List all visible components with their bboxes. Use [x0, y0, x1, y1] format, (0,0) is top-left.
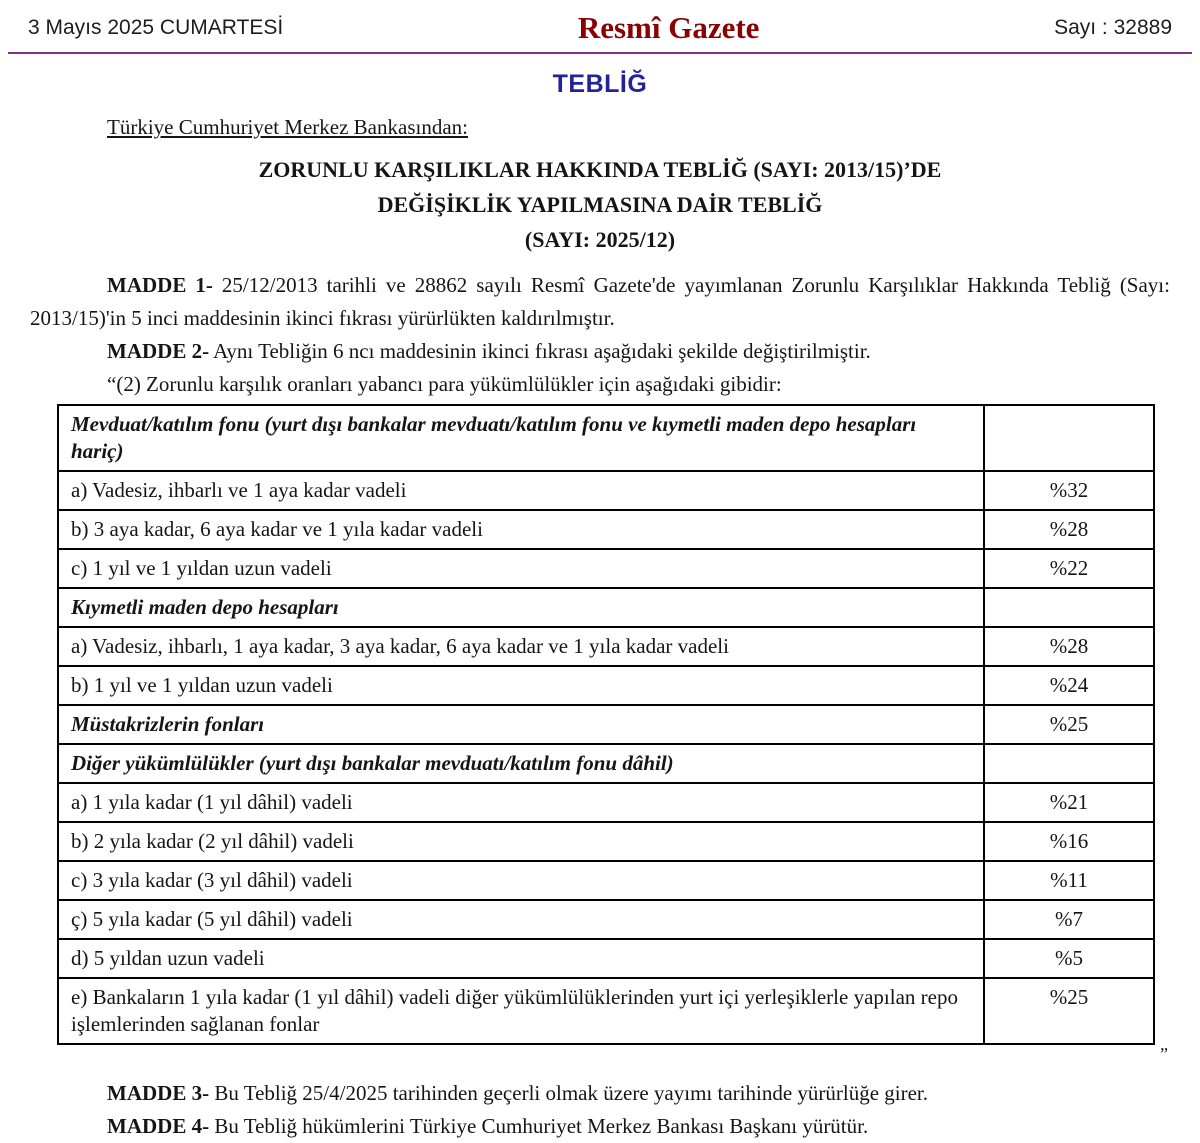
table-row-value — [984, 588, 1154, 627]
table-row-label: e) Bankaların 1 yıla kadar (1 yıl dâhil) vadeli diğer yükümlülüklerinden yurt içi yerleşiklerle yapılan repo işlemlerinden sağlanan fonlar — [58, 978, 984, 1044]
article-madde1-label: MADDE 1- — [107, 273, 213, 297]
table-row-label: Kıymetli maden depo hesapları — [58, 588, 984, 627]
table-row-label: c) 3 yıla kadar (3 yıl dâhil) vadeli — [58, 861, 984, 900]
table-row-value: %28 — [984, 510, 1154, 549]
document-title — [40, 152, 1160, 257]
article-madde3-label: MADDE 3- — [107, 1081, 210, 1105]
articles-section — [0, 269, 1200, 401]
table-row-value: %25 — [984, 978, 1154, 1044]
table-row — [58, 510, 1154, 549]
table-row-value: %5 — [984, 939, 1154, 978]
table-row — [58, 471, 1154, 510]
table-row-label: a) Vadesiz, ihbarlı, 1 aya kadar, 3 aya kadar, 6 aya kadar ve 1 yıla kadar vadeli — [58, 627, 984, 666]
section-heading: TEBLİĞ — [552, 70, 648, 98]
table-row-label: c) 1 yıl ve 1 yıldan uzun vadeli — [58, 549, 984, 588]
table-row — [58, 666, 1154, 705]
article-madde2-text: Aynı Tebliğin 6 ncı maddesinin ikinci fıkrası aşağıdaki şekilde değiştirilmiştir. — [209, 339, 871, 363]
table-row — [58, 588, 1154, 627]
table-row — [58, 822, 1154, 861]
table-row — [58, 705, 1154, 744]
table-row — [58, 627, 1154, 666]
quoted-paragraph-intro: “(2) Zorunlu karşılık oranları yabancı para yükümlülükler için aşağıdaki gibidir: — [107, 372, 782, 396]
table-row-value: %11 — [984, 861, 1154, 900]
table-row — [58, 861, 1154, 900]
table-row — [58, 405, 1154, 471]
table-row-value: %22 — [984, 549, 1154, 588]
table-row-label: ç) 5 yıla kadar (5 yıl dâhil) vadeli — [58, 900, 984, 939]
table-row — [58, 939, 1154, 978]
table-row-label: Diğer yükümlülükler (yurt dışı bankalar mevduatı/katılım fonu dâhil) — [58, 744, 984, 783]
table-row-label: Müstakrizlerin fonları — [58, 705, 984, 744]
article-madde2 — [30, 335, 1170, 368]
table-row — [58, 900, 1154, 939]
gazette-title: Resmî Gazete — [577, 10, 760, 45]
table-row-label: b) 1 yıl ve 1 yıldan uzun vadeli — [58, 666, 984, 705]
table-row-label: b) 2 yıla kadar (2 yıl dâhil) vadeli — [58, 822, 984, 861]
table-row-value: %21 — [984, 783, 1154, 822]
table-row-label: a) Vadesiz, ihbarlı ve 1 aya kadar vadeli — [58, 471, 984, 510]
table-row-label: d) 5 yıldan uzun vadeli — [58, 939, 984, 978]
table-row-value: %16 — [984, 822, 1154, 861]
table-row — [58, 783, 1154, 822]
article-madde3-text: Bu Tebliğ 25/4/2025 tarihinden geçerli olmak üzere yayımı tarihinde yürürlüğe girer. — [209, 1081, 929, 1105]
article-madde2-label: MADDE 2- — [107, 339, 210, 363]
table-row-value: %28 — [984, 627, 1154, 666]
table-row-value: %7 — [984, 900, 1154, 939]
document-title-line1: ZORUNLU KARŞILIKLAR HAKKINDA TEBLİĞ (SAYI: 2013/15)’DE — [258, 157, 942, 182]
closing-articles-section — [0, 1077, 1200, 1143]
article-madde1-text: 25/12/2013 tarihli ve 28862 sayılı Resmî Gazete'de yayımlanan Zorunlu Karşılıklar Hakkında Tebliğ (Sayı: 2013/15)'in 5 inci maddesinin ikinci fıkrası yürürlükten kaldırılmıştır. — [30, 273, 1170, 330]
table-row-label: Mevduat/katılım fonu (yurt dışı bankalar mevduatı/katılım fonu ve kıymetli maden depo hesapları hariç) — [58, 405, 984, 471]
table-row-label: a) 1 yıla kadar (1 yıl dâhil) vadeli — [58, 783, 984, 822]
masthead-issue-number: Sayı : 32889 — [1054, 16, 1172, 39]
issuing-authority-line — [30, 111, 1170, 144]
issuing-authority-text: Türkiye Cumhuriyet Merkez Bankasından: — [107, 115, 468, 139]
document-title-line3: (SAYI: 2025/12) — [524, 227, 676, 252]
closing-quote-mark: ” — [1160, 1044, 1168, 1064]
table-row-value — [984, 744, 1154, 783]
article-madde4-label: MADDE 4- — [107, 1114, 210, 1138]
table-row-value: %24 — [984, 666, 1154, 705]
article-madde3 — [30, 1077, 1170, 1110]
article-madde4 — [30, 1110, 1170, 1143]
masthead — [0, 0, 1200, 50]
table-row-value: %32 — [984, 471, 1154, 510]
article-madde1 — [30, 269, 1170, 335]
table-row-label: b) 3 aya kadar, 6 aya kadar ve 1 yıla kadar vadeli — [58, 510, 984, 549]
table-row-value — [984, 405, 1154, 471]
table-row — [58, 744, 1154, 783]
article-madde4-text: Bu Tebliğ hükümlerini Türkiye Cumhuriyet Merkez Bankası Başkanı yürütür. — [209, 1114, 869, 1138]
reserve-ratios-table — [57, 404, 1155, 1045]
masthead-date: 3 Mayıs 2025 CUMARTESİ — [28, 16, 284, 39]
masthead-divider — [8, 52, 1192, 54]
table-row — [58, 549, 1154, 588]
table-row-value: %25 — [984, 705, 1154, 744]
table-row — [58, 978, 1154, 1044]
document-title-line2: DEĞİŞİKLİK YAPILMASINA DAİR TEBLİĞ — [377, 192, 823, 217]
